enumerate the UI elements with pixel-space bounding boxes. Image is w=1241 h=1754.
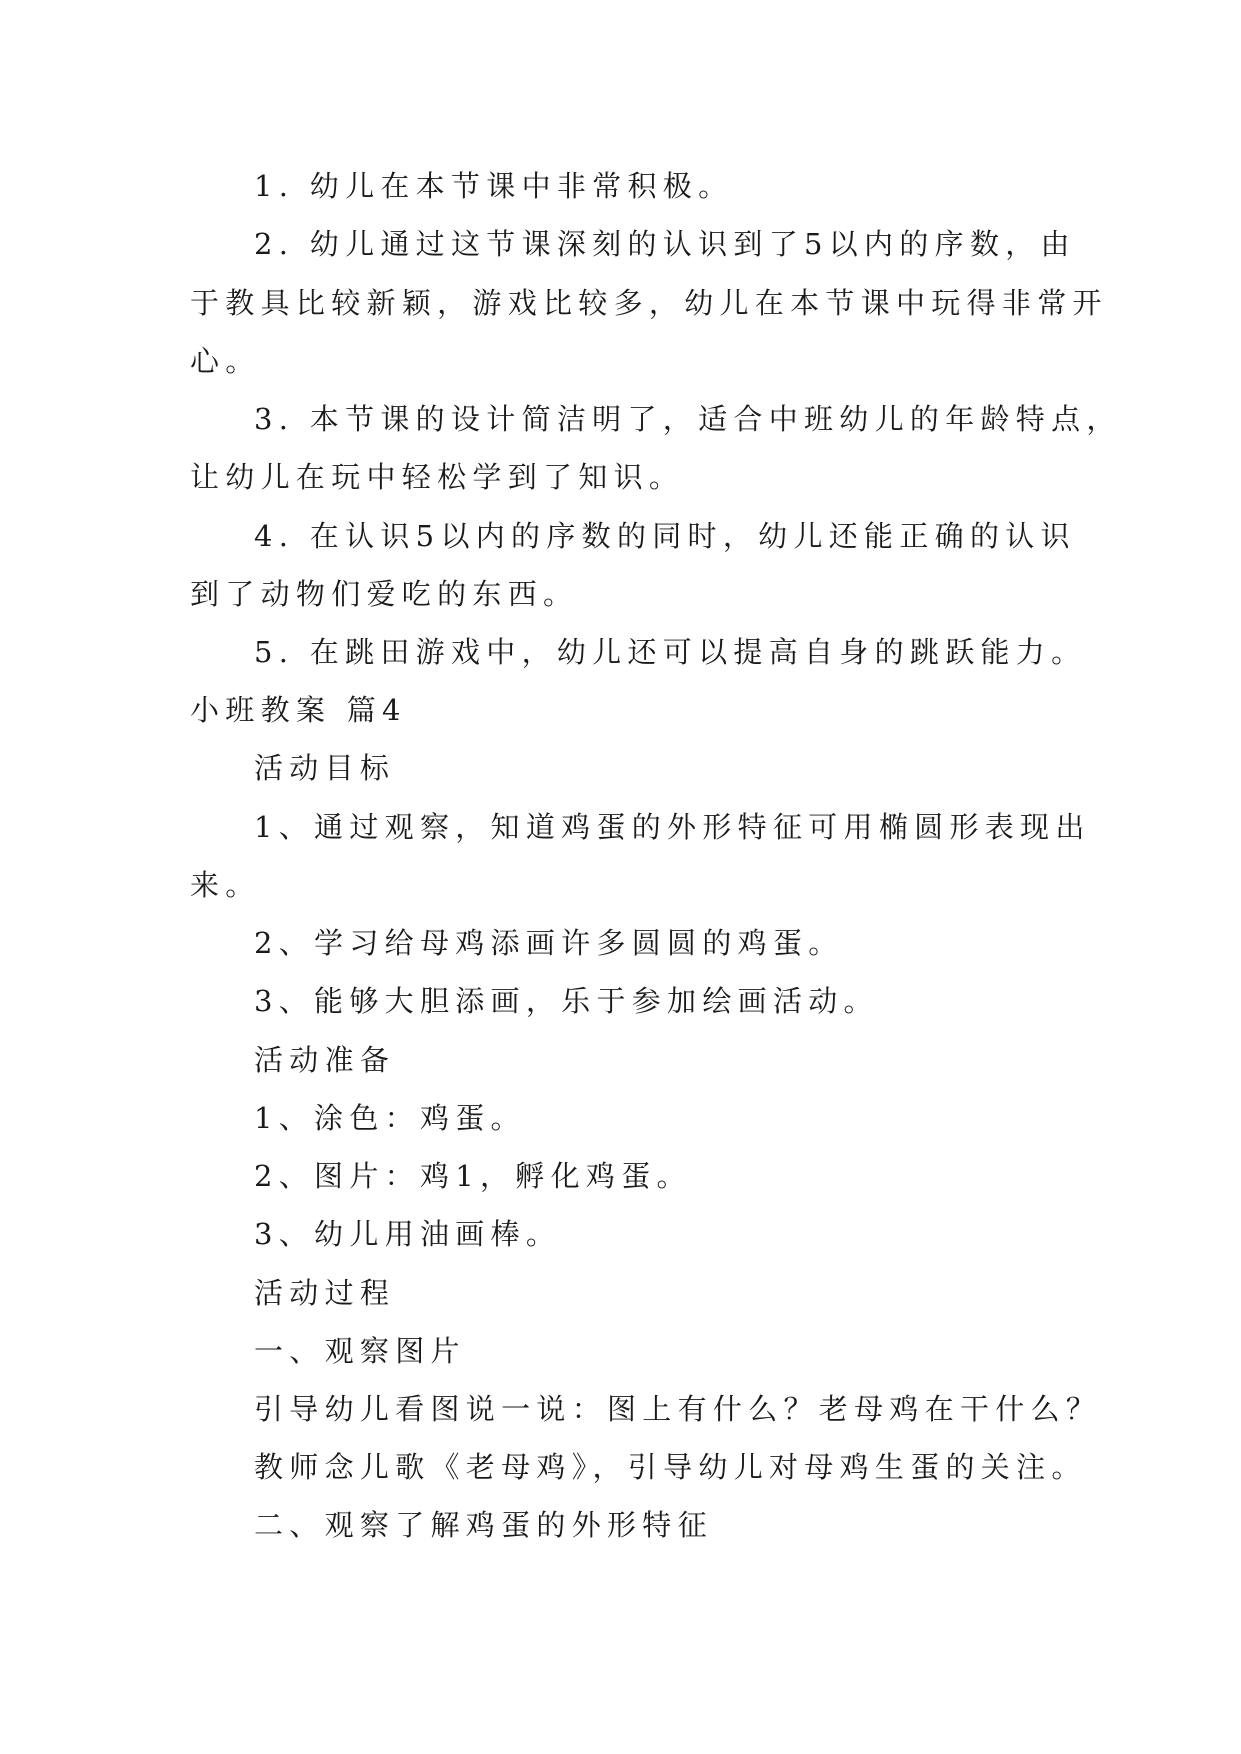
paragraph-line: 教师念儿歌《老母鸡》，引导幼儿对母鸡生蛋的关注。	[254, 1450, 1087, 1484]
subheading: 活动目标	[254, 751, 396, 785]
paragraph-line: 二、观察了解鸡蛋的外形特征	[254, 1508, 713, 1542]
paragraph-line: 来。	[190, 868, 261, 902]
paragraph-line: 到了动物们爱吃的东西。	[190, 577, 579, 611]
paragraph-line: 1、涂色：鸡蛋。	[254, 1101, 526, 1135]
paragraph-line: 引导幼儿看图说一说：图上有什么？老母鸡在干什么？	[254, 1392, 1102, 1426]
paragraph-line: 3、幼儿用油画棒。	[254, 1217, 562, 1251]
paragraph-line: 2. 幼儿通过这节课深刻的认识到了5以内的序数，由	[254, 227, 1076, 261]
section-heading: 小班教案 篇4	[190, 693, 407, 727]
paragraph-line: 2、学习给母鸡添画许多圆圆的鸡蛋。	[254, 926, 844, 960]
paragraph-line: 1. 幼儿在本节课中非常积极。	[254, 169, 734, 203]
paragraph-line: 3、能够大胆添画，乐于参加绘画活动。	[254, 984, 879, 1018]
paragraph-line: 1、通过观察，知道鸡蛋的外形特征可用椭圆形表现出	[254, 810, 1091, 844]
paragraph-line: 心。	[190, 344, 261, 378]
paragraph-line: 让幼儿在玩中轻松学到了知识。	[190, 460, 685, 494]
paragraph-line: 4. 在认识5以内的序数的同时，幼儿还能正确的认识	[254, 519, 1076, 553]
paragraph-line: 5. 在跳田游戏中，幼儿还可以提高自身的跳跃能力。	[254, 635, 1087, 669]
paragraph-line: 一、观察图片	[254, 1334, 466, 1368]
subheading: 活动准备	[254, 1043, 396, 1077]
paragraph-line: 于教具比较新颖，游戏比较多，幼儿在本节课中玩得非常开	[190, 286, 1108, 320]
paragraph-line: 3. 本节课的设计简洁明了，适合中班幼儿的年龄特点，	[254, 402, 1122, 436]
paragraph-line: 2、图片：鸡1，孵化鸡蛋。	[254, 1159, 692, 1193]
subheading: 活动过程	[254, 1276, 396, 1310]
